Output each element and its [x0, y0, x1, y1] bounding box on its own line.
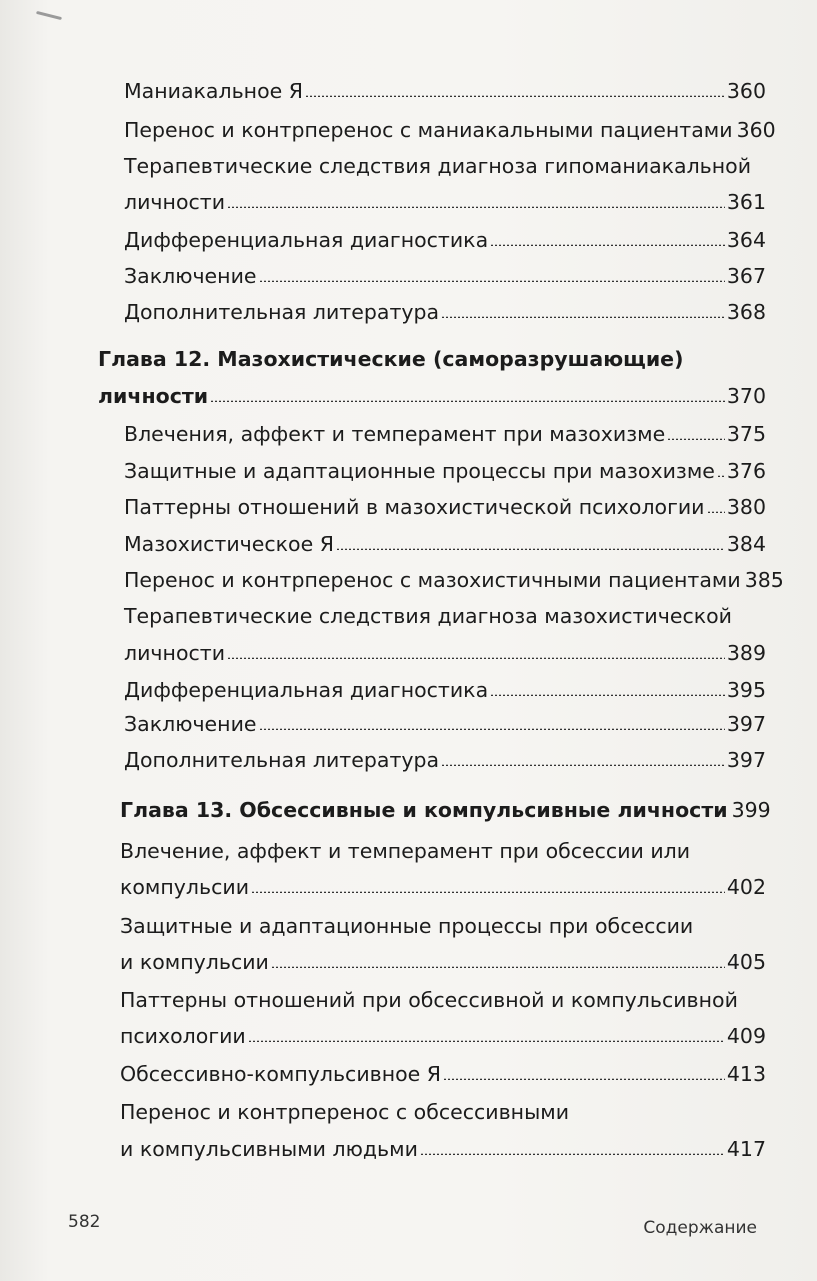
toc-entry-title: Защитные и адаптационные процессы при мазохизме — [124, 459, 715, 483]
toc-entry — [120, 1061, 766, 1087]
toc-entry-page: 402 — [726, 875, 766, 899]
toc-entry — [120, 949, 766, 975]
dot-leader — [336, 548, 725, 550]
toc-entry-page: 405 — [726, 950, 766, 974]
toc-entry-page: 360 — [726, 79, 766, 103]
chapter-heading-line1: Глава 12. Мазохистические (саморазрушающие) — [98, 347, 684, 371]
toc-entry-page: 360 — [736, 118, 776, 142]
toc-entry — [124, 263, 766, 289]
toc-entry — [124, 747, 766, 773]
dot-leader — [420, 1153, 725, 1155]
toc-entry-title: Влечения, аффект и темперамент при мазохизме — [124, 422, 666, 446]
toc-entry-page: 417 — [726, 1137, 766, 1161]
toc-entry — [124, 640, 766, 666]
toc-entry-title-line1: Паттерны отношений при обсессивной и компульсивной — [120, 988, 738, 1012]
dot-leader — [210, 400, 725, 402]
toc-entry — [124, 421, 766, 447]
toc-entry-title: Дополнительная литература — [124, 748, 440, 772]
dot-leader — [490, 244, 725, 246]
toc-entry-page: 385 — [744, 568, 784, 592]
toc-entry-page: 395 — [726, 678, 766, 702]
toc-entry-title: Паттерны отношений в мазохистической психологии — [124, 495, 705, 519]
toc-entry-page: 409 — [726, 1024, 766, 1048]
dot-leader — [227, 657, 725, 659]
toc-entry — [124, 531, 766, 557]
toc-entry-page: 397 — [726, 748, 766, 772]
toc-entry — [120, 1136, 766, 1162]
toc-entry — [124, 458, 766, 484]
toc-entry-title: личности — [124, 641, 226, 665]
toc-entry — [124, 189, 766, 215]
dot-leader — [227, 206, 725, 208]
toc-entry-title: психологии — [120, 1024, 246, 1048]
toc-entry-title: Перенос и контрперенос с мазохистичными пациентами — [124, 568, 741, 592]
dot-leader — [443, 1078, 725, 1080]
toc-entry-page: 413 — [726, 1062, 766, 1086]
dot-leader — [717, 475, 725, 477]
toc-entry — [124, 78, 766, 104]
dot-leader — [305, 95, 725, 97]
scan-mark — [36, 11, 62, 20]
toc-entry-page: 368 — [726, 300, 766, 324]
chapter-title: личности — [98, 384, 209, 408]
toc-entry-page: 375 — [726, 422, 766, 446]
toc-entry-title: Обсессивно-компульсивное Я — [120, 1062, 442, 1086]
toc-entry-title: Заключение — [124, 264, 257, 288]
dot-leader — [259, 280, 725, 282]
toc-entry-title: Мазохистическое Я — [124, 532, 334, 556]
dot-leader — [248, 1040, 725, 1042]
toc-entry-title: и компульсии — [120, 950, 269, 974]
chapter-entry — [120, 797, 771, 823]
dot-leader — [251, 891, 725, 893]
toc-entry-title: Маниакальное Я — [124, 79, 303, 103]
toc-entry-page: 389 — [726, 641, 766, 665]
toc-entry-title-line1: Терапевтические следствия диагноза гипоманиакальной — [124, 154, 752, 178]
dot-leader — [441, 764, 725, 766]
toc-entry-page: 361 — [726, 190, 766, 214]
toc-entry-title: компульсии — [120, 875, 250, 899]
toc-entry-title: Заключение — [124, 712, 257, 736]
chapter-entry — [98, 383, 766, 409]
chapter-page: 370 — [726, 384, 766, 408]
toc-entry-page: 380 — [726, 495, 766, 519]
toc-entry — [124, 677, 766, 703]
toc-entry-title: Перенос и контрперенос с маниакальными пациентами — [124, 118, 733, 142]
toc-entry — [124, 117, 776, 143]
page-number: 582 — [68, 1212, 101, 1232]
toc-entry — [120, 1023, 766, 1049]
toc-entry — [124, 299, 766, 325]
toc-entry — [124, 227, 766, 253]
toc-entry-title: Дифференциальная диагностика — [124, 228, 489, 252]
toc-entry-title: личности — [124, 190, 226, 214]
toc-entry-title-line1: Терапевтические следствия диагноза мазохистической — [124, 604, 732, 628]
toc-entry-title: Дополнительная литература — [124, 300, 440, 324]
toc-entry — [120, 874, 766, 900]
toc-entry — [124, 567, 784, 593]
dot-leader — [490, 694, 725, 696]
dot-leader — [441, 316, 725, 318]
toc-entry-title-line1: Влечение, аффект и темперамент при обсессии или — [120, 839, 691, 863]
toc-entry-page: 367 — [726, 264, 766, 288]
dot-leader — [259, 728, 725, 730]
chapter-title: Глава 13. Обсессивные и компульсивные личности — [120, 798, 728, 822]
toc-entry-title-line1: Защитные и адаптационные процессы при обсессии — [120, 914, 694, 938]
toc-entry — [124, 711, 766, 737]
chapter-page: 399 — [731, 798, 771, 822]
toc-entry-title-line1: Перенос и контрперенос с обсессивными — [120, 1100, 570, 1124]
dot-leader — [271, 966, 725, 968]
toc-entry-page: 384 — [726, 532, 766, 556]
running-footer: Содержание — [643, 1218, 757, 1238]
toc-entry-page: 376 — [726, 459, 766, 483]
toc-entry-title: и компульсивными людьми — [120, 1137, 418, 1161]
toc-entry-title: Дифференциальная диагностика — [124, 678, 489, 702]
dot-leader — [667, 438, 725, 440]
dot-leader — [707, 511, 725, 513]
toc-entry-page: 364 — [726, 228, 766, 252]
toc-entry — [124, 494, 766, 520]
toc-entry-page: 397 — [726, 712, 766, 736]
